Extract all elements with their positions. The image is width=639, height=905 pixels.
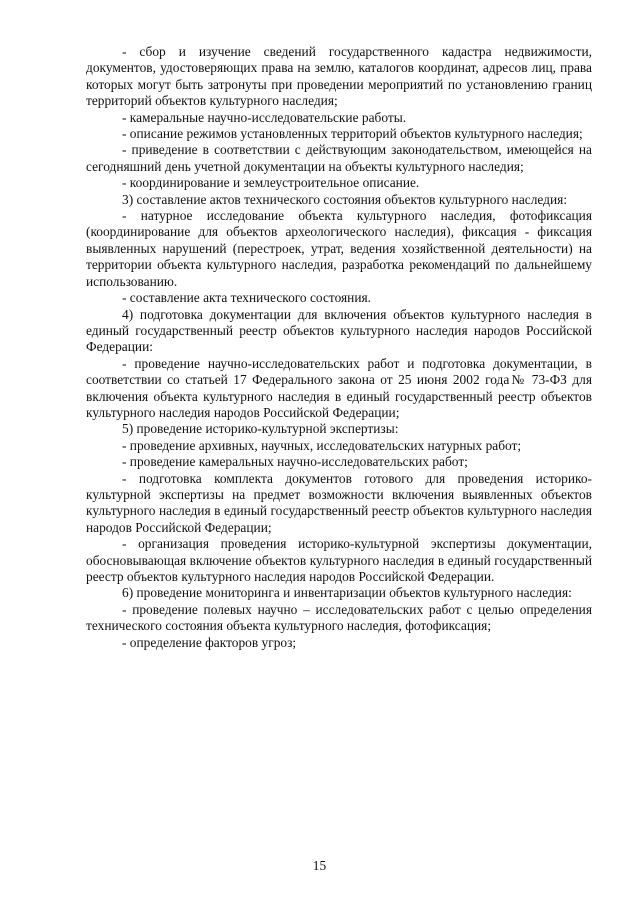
paragraph: 3) составление актов технического состояния объектов культурного наследия: — [122, 191, 568, 207]
paragraph: 5) проведение историко-культурной экспертизы: — [122, 421, 399, 437]
paragraph: 6) проведение мониторинга и инвентаризации объектов культурного наследия: — [122, 585, 572, 601]
paragraph: - описание режимов установленных территорий объектов культурного наследия; — [122, 126, 583, 142]
paragraph: - проведение архивных, научных, исследовательских натурных работ; — [122, 437, 522, 453]
paragraph: - камеральные научно-исследовательские работы. — [122, 109, 407, 125]
paragraph: - определение факторов угроз; — [122, 634, 297, 650]
paragraph: - координирование и землеустроительное описание. — [122, 175, 420, 191]
page-number: 15 — [312, 858, 327, 873]
paragraph: - составление акта технического состояния. — [122, 290, 372, 306]
paragraph: - проведение научно-исследовательских работ и подготовка документации, в соответствии со статьей 17 Федерального закона от 25 июня 2002 года№ 73-ФЗ для включения объекта культурного наследия в единый государственный реестр объектов культурного наследия народов Российской Федерации; — [86, 355, 592, 420]
document-body — [86, 44, 592, 651]
paragraph: - приведение в соответствии с действующим законодательством, имеющейся на сегодняшний день учетной документации на объекты культурного наследия; — [86, 142, 592, 174]
paragraph: - подготовка комплекта документов готового для проведения историко-культурной экспертизы на предмет возможности включения выявленных объектов культурного наследия в единый государственный реестр объектов культурного наследия народов Российской Федерации; — [86, 470, 592, 535]
paragraph: 4) подготовка документации для включения объектов культурного наследия в единый государственный реестр объектов культурного наследия народов Российской Федерации: — [86, 306, 592, 355]
paragraph: - сбор и изучение сведений государственного кадастра недвижимости, документов, удостоверяющих права на землю, каталогов координат, адресов лиц, права которых могут быть затронуты при проведении мероприятий по установлению границ территорий объектов культурного наследия; — [86, 44, 592, 109]
paragraph: - натурное исследование объекта культурного наследия, фотофиксация (координирование для объектов археологического наследия), фиксация - фиксация выявленных нарушений (перестроек, утрат, ведения хозяйственной деятельности) на территории объекта культурного наследия, разработка рекомендаций по дальнейшему использованию. — [86, 208, 592, 289]
paragraph: - организация проведения историко-культурной экспертизы документации, обосновывающая включение объектов культурного наследия в единый государственный реестр объектов культурного наследия народов Российской Федерации. — [86, 536, 592, 584]
paragraph: - проведение полевых научно – исследовательских работ с целью определения технического состояния объекта культурного наследия, фотофиксация; — [86, 601, 592, 634]
paragraph: - проведение камеральных научно-исследовательских работ; — [122, 454, 468, 470]
